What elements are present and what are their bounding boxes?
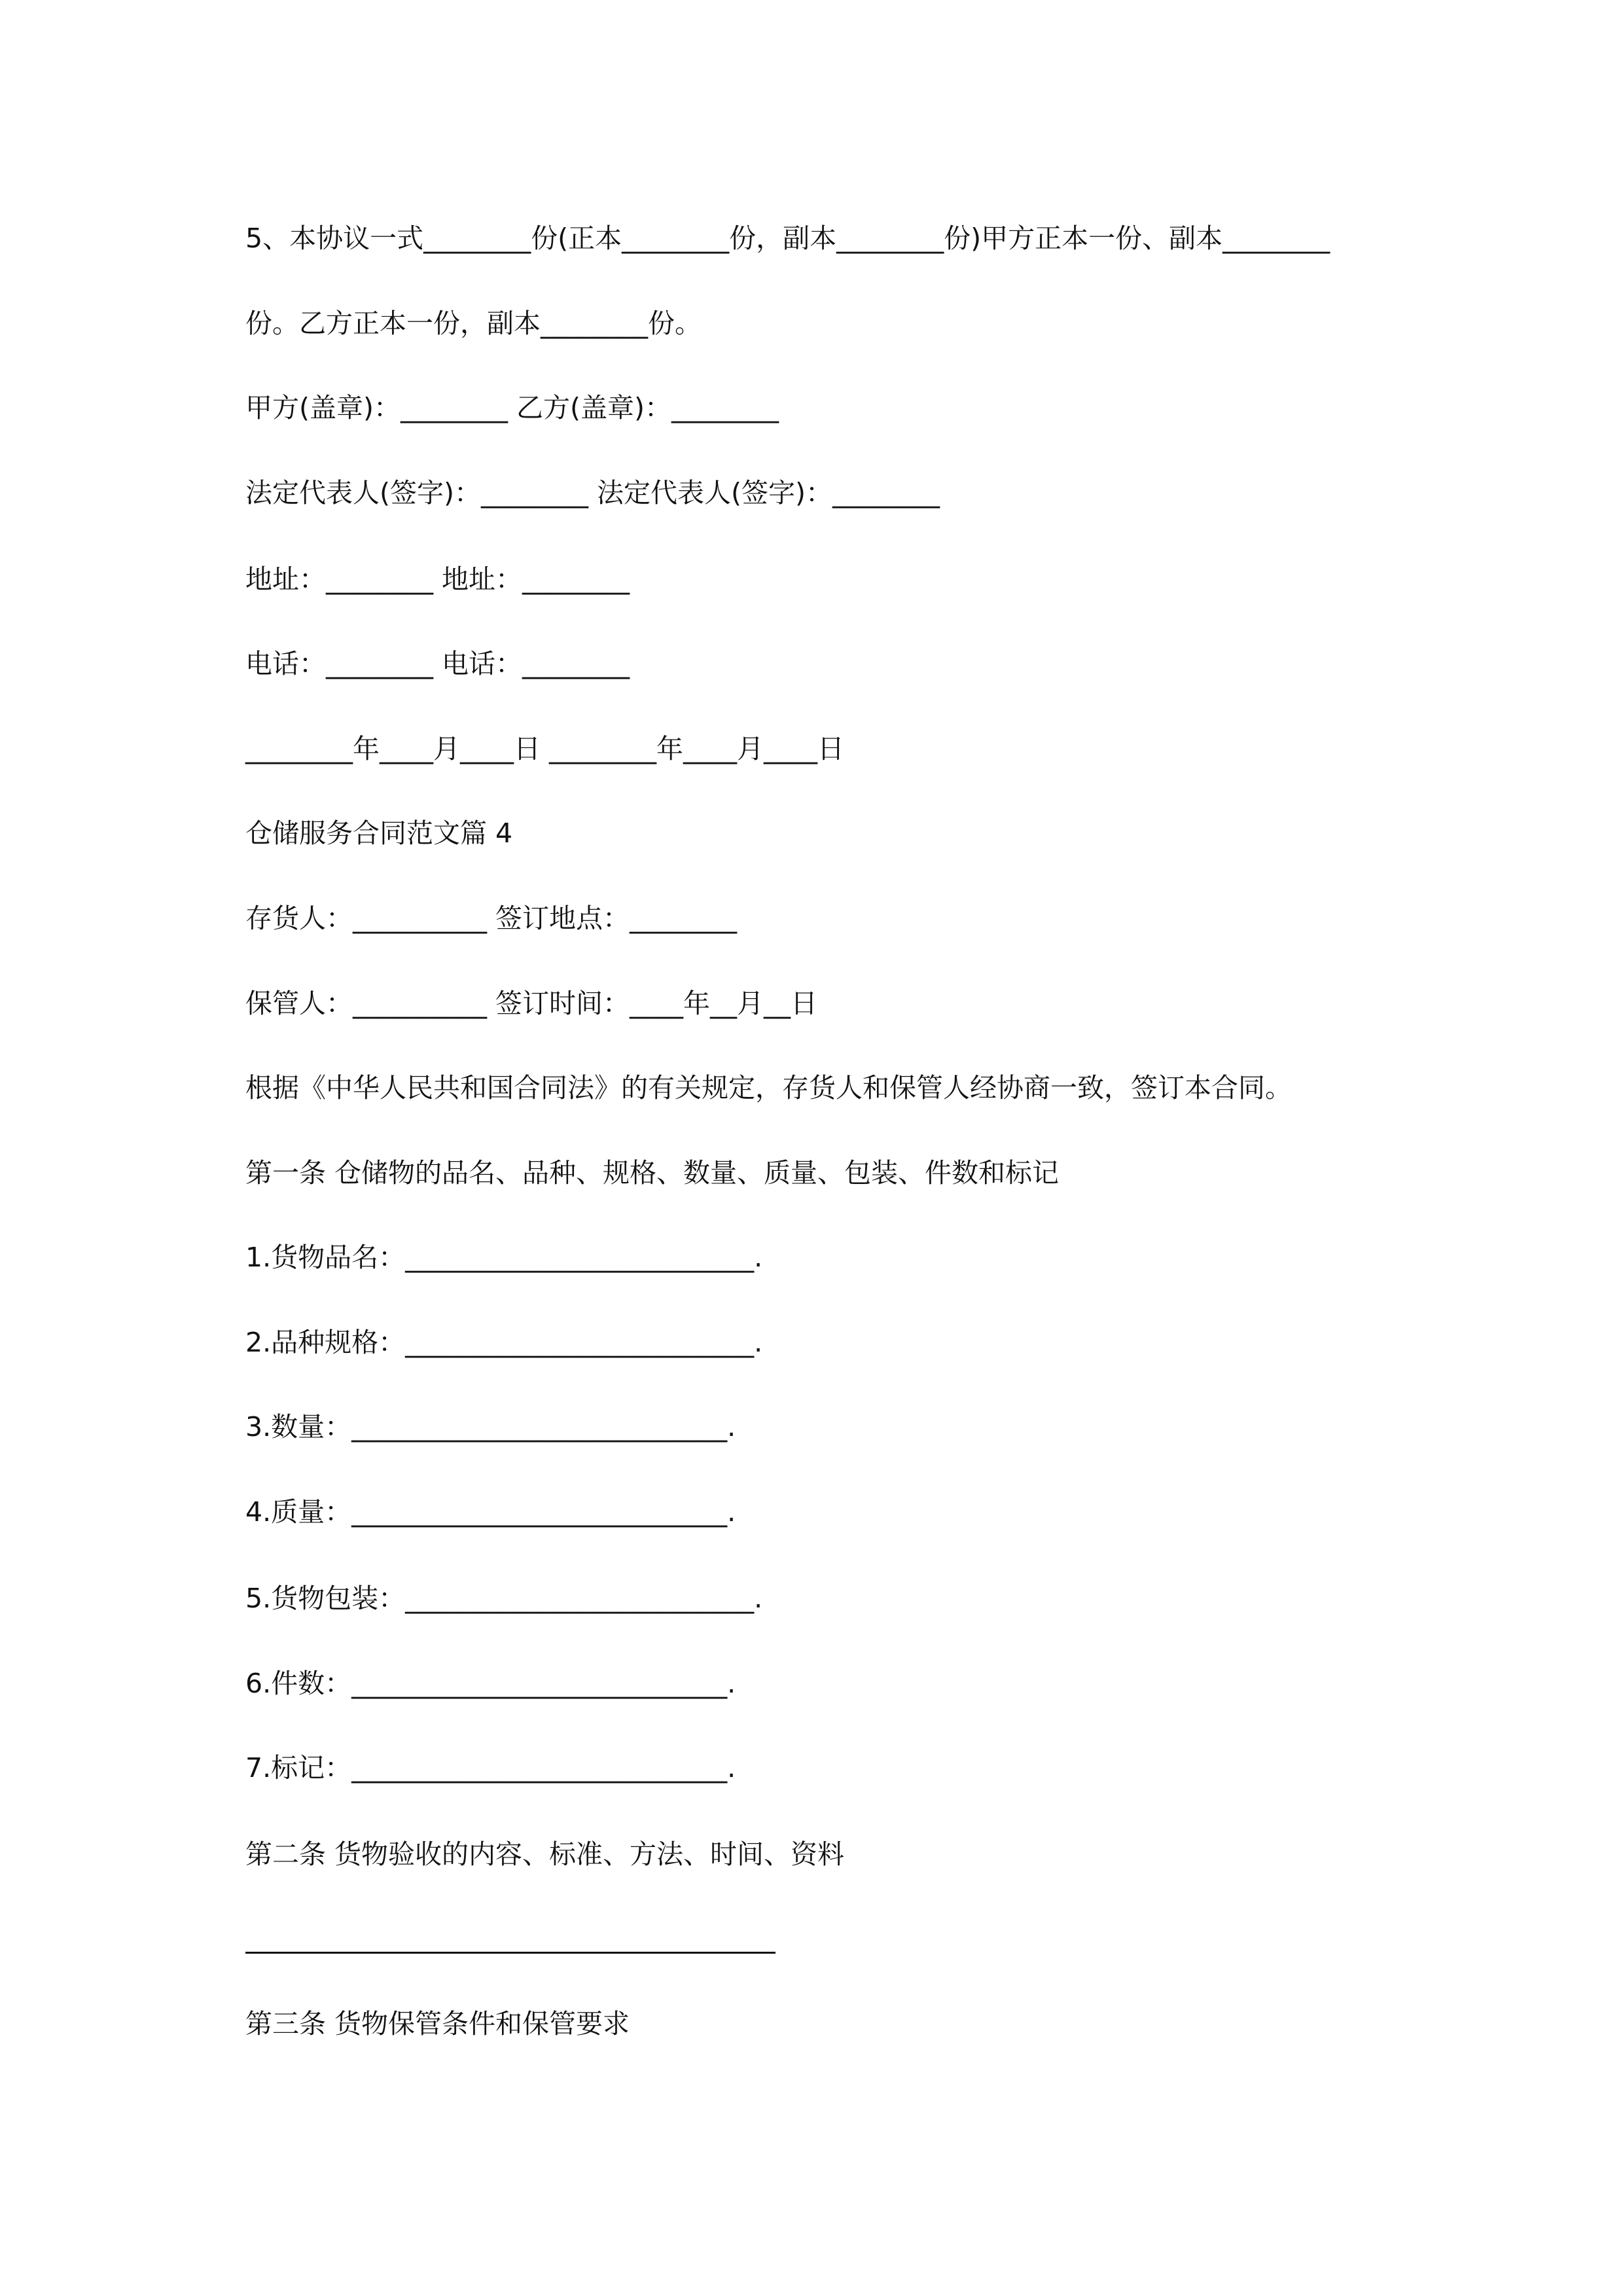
list-item: 4.质量：____________________________.: [245, 1496, 736, 1528]
text-line: 份。乙方正本一份，副本________份。: [245, 308, 702, 339]
signature-line: 甲方(盖章)：________ 乙方(盖章)：________: [245, 392, 779, 423]
signature-line: 法定代表人(签字)：________ 法定代表人(签字)：________: [245, 477, 940, 509]
list-item: 2.品种规格：__________________________.: [245, 1327, 763, 1358]
text-line: 保管人：__________ 签订时间：____年__月__日: [245, 988, 818, 1019]
list-item: 7.标记：____________________________.: [245, 1752, 736, 1784]
phone-line: 电话：________ 电话：________: [245, 648, 630, 679]
article-heading: 第一条 仓储物的品名、品种、规格、数量、质量、包装、件数和标记: [245, 1157, 1060, 1189]
date-line: ________年____月____日 ________年____月____日: [245, 733, 845, 764]
section-title: 仓储服务合同范文篇 4: [245, 817, 513, 849]
address-line: 地址：________ 地址：________: [245, 564, 630, 595]
list-item: 3.数量：____________________________.: [245, 1411, 736, 1443]
text-line: 根据《中华人民共和国合同法》的有关规定，存货人和保管人经协商一致，签订本合同。: [245, 1072, 1292, 1103]
text-line: 存货人：__________ 签订地点：________: [245, 903, 738, 934]
blank-fill-line: [245, 1952, 776, 1954]
list-item: 5.货物包装：__________________________.: [245, 1583, 763, 1614]
article-heading: 第三条 货物保管条件和保管要求: [245, 2008, 630, 2039]
list-item: 6.件数：____________________________.: [245, 1668, 736, 1699]
article-heading: 第二条 货物验收的内容、标准、方法、时间、资料: [245, 1839, 845, 1870]
text-line: 5、本协议一式________份(正本________份，副本________份)甲方正本一份、副本________: [245, 223, 1330, 254]
list-item: 1.货物品名：__________________________.: [245, 1242, 763, 1273]
